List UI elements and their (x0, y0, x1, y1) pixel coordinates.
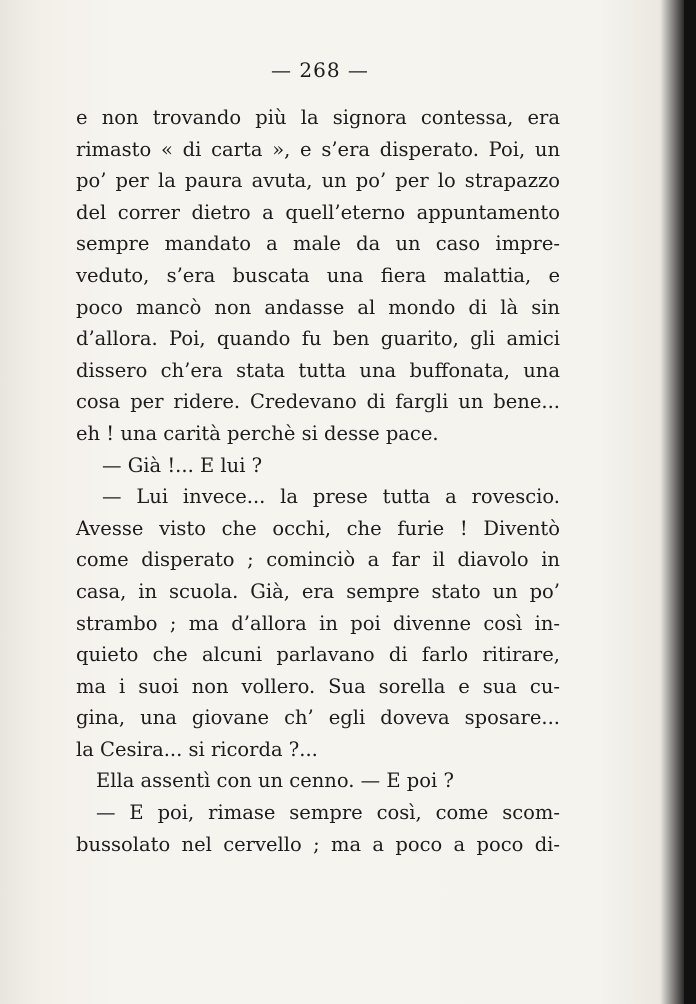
text-line: po’ per la paura avuta, un po’ per lo strapazzo (76, 169, 560, 193)
text-line: veduto, s’era buscata una fiera malattia, e (76, 263, 560, 287)
page-number: — 268 — (271, 58, 369, 82)
text-line: quieto che alcuni parlavano di farlo ritirare, (76, 643, 560, 667)
text-line: — Lui invece... la prese tutta a rovescio. (102, 485, 560, 509)
text-line: rimasto « di carta », e s’era disperato. Poi, un (76, 137, 560, 161)
text-line: Avesse visto che occhi, che furie ! Diventò (76, 516, 560, 540)
text-line: casa, in scuola. Già, era sempre stato un po’ (76, 579, 560, 603)
text-line: strambo ; ma d’allora in poi divenne così in- (76, 611, 560, 635)
text-line: bussolato nel cervello ; ma a poco a poco di- (76, 832, 560, 856)
text-line: del correr dietro a quell’eterno appuntamento (76, 200, 560, 224)
text-line: e non trovando più la signora contessa, era (76, 106, 560, 129)
text-line: gina, una giovane ch’ egli doveva sposare... (76, 706, 560, 730)
body-text (76, 102, 560, 860)
text-line: ma i suoi non vollero. Sua sorella e sua cu- (76, 674, 560, 698)
page-edge-shadow (684, 0, 696, 1004)
text-line: dissero ch’era stata tutta una buffonata, una (76, 358, 560, 382)
text-line: sempre mandato a male da un caso impre- (76, 232, 560, 256)
text-line: la Cesira... si ricorda ?... (76, 737, 318, 761)
text-line: — Già !... E lui ? (102, 453, 263, 477)
text-line: eh ! una carità perchè si desse pace. (76, 421, 439, 445)
text-line: Ella assentì con un cenno. — E poi ? (96, 769, 454, 793)
text-line: poco mancò non andasse al mondo di là sin (76, 295, 560, 319)
text-line: — E poi, rimase sempre così, come scom- (96, 801, 560, 825)
text-line: cosa per ridere. Credevano di fargli un bene... (76, 390, 560, 414)
text-line: d’allora. Poi, quando fu ben guarito, gli amici (76, 327, 560, 351)
text-line: come disperato ; cominciò a far il diavolo in (76, 548, 560, 572)
